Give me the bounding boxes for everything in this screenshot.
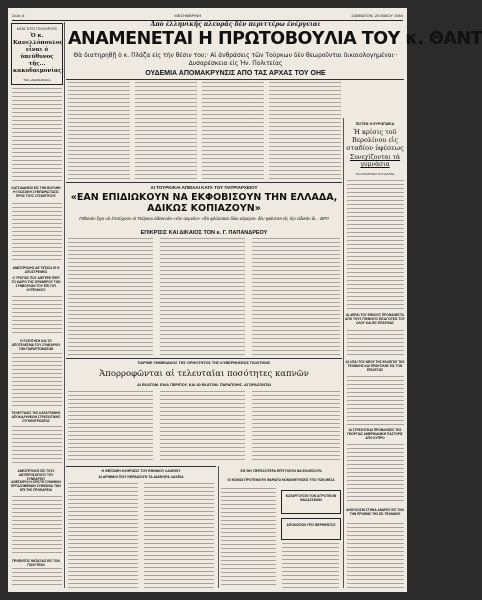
left-headline-2: ΑΝΕΣΠΡΟΧΗΣ ΔΕ ΤΙΠΟΣΑ ΕΙ Η ΑΠΟΣΤΡΕΨΕΙΣ xyxy=(12,266,60,274)
sidebar-quote-box xyxy=(11,23,63,85)
sidebar-source: ΤΗΣ «ΑΘΗΝΑΙΚΗΣ» xyxy=(23,78,51,82)
story2-deck: Πιθανὸν ἔχει νὰ ἐπιτύχουν οἱ Τοῦρκοι ὁδεικνύει «τὸν σεμνὸν» «ὅτι φλῶντασι ὅλοι σέμερα» δὲν φαίνεται εἰς τὴν εἰδικόν δι... ΒΡΙ! xyxy=(79,216,329,221)
text-block xyxy=(68,391,153,463)
divider xyxy=(66,466,216,467)
right-headline-1: Ἡ κρίσις τοῦ Βερολίνου εἰς σταδίον ὑφέσεως xyxy=(346,128,404,152)
text-block xyxy=(347,376,404,426)
text-block xyxy=(252,238,340,356)
text-block xyxy=(269,82,341,180)
page-number: Σελίς 6 xyxy=(12,13,25,18)
text-block xyxy=(12,353,62,408)
right-headline-2: Συνεχίζονται τὰ γυμνάσια xyxy=(349,154,401,168)
left-headline-8: ΠΡΟΕΝΤΟΣ ΦΑΤΑΞΑΙΣ ΕΙΣ ΤΟΝ ΠΟΛΥΤΕΧΝ xyxy=(12,559,60,567)
text-block xyxy=(347,523,404,588)
text-block xyxy=(12,296,62,336)
story3-kicker: ΠΑΡΙΘΕ ΞΗΜΕΝΑΚΟΣ ΤΗΣ ΟΡΘΟΤΗΤΟΣ ΤΗΣ ΚΥΒΕΡΝΗΣΕΩΣ ΠΟΛΙΤΙΚΗΣ xyxy=(137,361,271,365)
main-strap: ΟΥΔΕΜΙΑ ΑΠΟΜΑΚΡΥΝΣΙΣ ΑΠΟ ΤΑΣ ΑΡΧΑΣ ΤΟΥ ΟΗΕ xyxy=(145,70,326,77)
story4-head-2: ΑΙ ΑΡΙΘΜΟΙ ΠΟΥ ΚΕΡΔΙΖΟΥΝ ΤΑ ΔΙΑΦΟΡΑ ΛΑΧΕΙΑ xyxy=(98,475,184,479)
story4-head-1: Η ΘΕΣΣΙΜΗ ΚΛΗΡΩΣΙΣ ΤΟΥ ΕΘΝΙΚΟΥ ΛΑΧΕΙΟΥ xyxy=(101,469,181,473)
left-headline-3: Ο ΤΡΟΠΟΣ ΠΟΥ ΔΙΕΓΕΡΕ ΠΕΡΙ ΤΟ ΚΑΙΡΟ ΤΗΣ ΙΣΡΑΝΕΡΟΥ ΤΩΝ ΣΥΝΒΟΥΛΩΝ ΤΟΥ ΕΠΙ ΤΟΥ ΚΥΠΡΙΑΚΟΥ xyxy=(11,276,61,292)
column-rule xyxy=(343,118,344,588)
story2-headline: «ΕΑΝ ΕΠΙΔΙΩΚΟΥΝ ΝΑ ΕΚΦΟΒΙΣΟΥΝ ΤΗΝ ΕΛΛΑΔΑ, ΑΔΙΚΩΣ ΚΟΠΙΑΖΟΥΝ» xyxy=(70,192,338,214)
mid-box-head-4: ΑΠΟΚΟΠΟΝ ΥΠΟ ΦΕΡΘΕΝΤΟΣ xyxy=(286,523,336,527)
left-headline-1: ΚΑΤΣΙΑΔΗΚΟΙ ΕΙΣ ΤΗΝ ΒΟΥΛΗΝ Η ΓΛΩΣΣΙΚΗ ΣΥΜΠΑΡΑΣΤΑΣΙΣ ΠΡΟΣ ΤΟΥΣ ΣΥΣΚΕΠΤΟΥΣ xyxy=(11,186,61,198)
text-block xyxy=(202,82,264,180)
right-small: ΤΟ ΑΤΛΑΝΤΙΚΟ ΤΟΥ ΕΛΛΑΣ xyxy=(355,172,395,176)
story2-strap: ΕΠΙΚΡΙΣΙΣ ΚΑΙ ΔΙΚΑΙΟΣ ΤΟΝ κ. Γ. ΠΑΠΑΝΔΡΕΟΥ xyxy=(140,230,268,236)
left-headline-6: ΑΝΕΣΠΡΟΧΗΣ ΕΙΣ ΤΟΥΣ ΑΝΤΙΠΡΟΣΩΠΟΥΣ ΤΟΥ ΣΥΝΕΔΡΙΟΥ xyxy=(17,469,55,481)
column-rule xyxy=(218,466,219,588)
right-head-1: ΑΙ ΑΕΡΑΙ ΤΟΥ ΕΘΝΟΥΣ ΠΡΟΦΑΝΕΣΤΑ ΑΠΟ ΤΟΥΣ ΓΕΝΙΚΟΥΣ ΕΙΣΑΓΩΓΕΙΣ ΤΟΥ ΟΛΟΥ ΚΑΙ ΕΙΣ ΕΠΑΡΧΙΑΣ xyxy=(345,313,405,325)
text-block xyxy=(347,180,404,310)
story3-deck: ΑΙ ΕΚΑΤΟΜ. ΕΙΛΑ ΠΕΡΙΠΟΥ, ΚΑΙ 40 ΕΚΑΤΟΜ. ΠΑΡΑΠΟΙΗΣ. ΑΓΟΡΑΖΟΝΤΑΙ xyxy=(137,383,271,387)
lottery-numbers xyxy=(68,483,138,588)
left-headline-4: Η ΣΥΖΗΤΗΣΗ ΚΑΙ ΤΟ ΑΠΟΤΕΛΕΣΜΑ ΤΟΥ ΣΥΝΕΔΡΙΟΥ ΤΩΝ ΠΑΡΑΠΤΩΜΑΤΩΝ xyxy=(11,339,61,351)
main-kicker: Ἀπὸ ἑλληνικῆς πλευρᾶς δὲν περιττέρω ἐνέργειαι xyxy=(150,21,321,28)
text-block xyxy=(12,496,62,556)
right-head-4: ΑΝΟΥΧΟΣΙΝ ΣΤΗΝΑ ΑΝΔΡΕΣ ΕΙΣ ΤΟΝ ΤΗΝ ΠΡΟΕΝΙΣ ΤΗΣ ΕΚ ΤΕΧΝΙΚΗΣ xyxy=(346,508,404,516)
mid-box-head-1: ΕΙΣ ΘΗ. ΠΕΡΙΣΣΟΤΕΡΑ ΕΠΙΤΥΧΟΥΝ ΝΑ ΕΚΛΕΙΣΟΥΝ xyxy=(240,469,322,473)
text-block xyxy=(221,488,276,588)
text-block xyxy=(347,330,404,358)
text-block xyxy=(12,568,62,588)
story3-headline: Ἀπορροφῶνται αἱ τελευταῖαι ποσότητες καπνῶν xyxy=(99,369,309,379)
text-block xyxy=(252,391,340,463)
mid-box-head-2: ΟΙ ΚΟΙΝΟΙ ΠΡΟΤΕΙΝΟΥΝ ΦΑΡΑΠΟ ΝΟΜΟΘΕΤΗΣΕΙΣ ΥΠΟ ΤΩΝ ΜΕΣΑ xyxy=(227,478,335,482)
page-date: ΣΑΒΒΑΤΟΝ, 20 ΜΑΪΟΥ 1964 xyxy=(351,13,403,18)
sidebar-kicker: ΚΑΤΑ ΤΟΥΣ ΓΕΛΛΗΡΟΥΣ xyxy=(16,27,58,31)
mid-box-head-3: ΚΑΤΑΡΓΟΥΣΙΝ ΤΟΝ ΑΓΡΟΤΙΚΟΝ ΘΑΛΑΣΣΙΝΟΝ xyxy=(285,494,337,502)
column-rule xyxy=(64,22,65,588)
boxed-brief xyxy=(281,518,341,540)
text-block xyxy=(282,543,339,588)
right-kicker: ΠΙΣΤΕΙΣ Η ΕΥΡΩΠΑΪΚΑ xyxy=(355,122,395,126)
main-deck: Θὰ διατηρηθῇ ὁ κ. Πλάζα εἰς τὴν θέσιν του;· Αἱ ἀνθράσεις τῶν Τούρκων δὲν θεωροῦνται δικαιολογημέναι·· Δυσαρέσκεια εἰς Ἡν. Πολιτείας xyxy=(73,52,398,67)
right-head-3: ΑΙ ΣΤΡΑΤΗΓΙΚΑΙ ΠΡΟΒΛΗΣΕΙΣ ΤΗΣ ΓΕΩΡΓΙΑΣ ΑΜΕΡΙΚΑΝΙΚΗ ΠΑΣΤΟΡΙΣ ΑΠΟ ΚΥΠΡΟ xyxy=(347,428,403,440)
page-header xyxy=(12,12,403,21)
story2-kicker: ΑΙ ΤΟΥΡΚΙΚΑΙ ΑΠΕΙΛΑΙ ΚΑΤΑ ΤΟΥ ΠΑΤΡΙΑΡΧΕΙΟΥ xyxy=(150,185,258,190)
text-block xyxy=(160,238,245,356)
main-headline: ΑΝΑΜΕΝΕΤΑΙ Η ΠΡΩΤΟΒΟΥΛΙΑ ΤΟΥ κ. ΘΑΝΤ xyxy=(68,29,482,49)
right-head-2: ΑΙ ΛΙΤΑΙ ΤΟΥ ΝΕΟΥ ΤΗΣ ΕΚΛΕΓΗΣ ΤΗΣ ΤΕΧΝΙΚΗΣ ΚΑΙ ΠΡΑΚΤΙΚΗΣ ΕΙΣ ΤΟΝ ΕΠΙΛΕΞΩΣ xyxy=(345,360,405,372)
divider xyxy=(66,182,342,183)
lottery-numbers xyxy=(144,483,214,588)
newspaper-page xyxy=(8,8,482,592)
text-block xyxy=(135,82,197,180)
text-block xyxy=(68,238,153,356)
text-block xyxy=(12,88,62,183)
divider xyxy=(66,79,404,80)
text-block xyxy=(160,391,245,463)
divider xyxy=(66,358,342,359)
sidebar-quote: Ὁ κ. Κανελλόπουλος εἶναι ὁ ὑπεύθυνος τῆς... κακοδαιμονίας! xyxy=(13,33,64,74)
text-block xyxy=(12,426,62,466)
boxed-brief xyxy=(281,490,341,514)
left-headline-5: ΤΕΛΕΥΤΑΙΟΣ ΤΗΣ ΚΑΤΑΓΡΑΦΗΣ ΑΠΟΚΑΛΥΨΕΩΝ ΣΤΡΑΤΙΩΤΙΚΗΣ ΣΥΓΚΕΝΤΡΩΣΕΩΣ xyxy=(11,411,61,423)
text-block xyxy=(12,203,62,263)
left-headline-7: ΑΝΕΣΚΙΡΟΙ Η ΟΡΙΣΤΗ ΣΥΝΘΗΚΗ ΕΡΓΑΖΟΜΕΝΩΝ ΣΥΜΦΩΝΑ ΤΩΝ ΕΠΙ ΤΗΣ ΠΡΟΕΔΡΕΙΑ xyxy=(11,480,61,492)
text-block xyxy=(68,82,130,180)
text-block xyxy=(347,444,404,504)
paper-name: ΜΕΣΗΜΒΡΙΝΗ xyxy=(174,13,202,18)
